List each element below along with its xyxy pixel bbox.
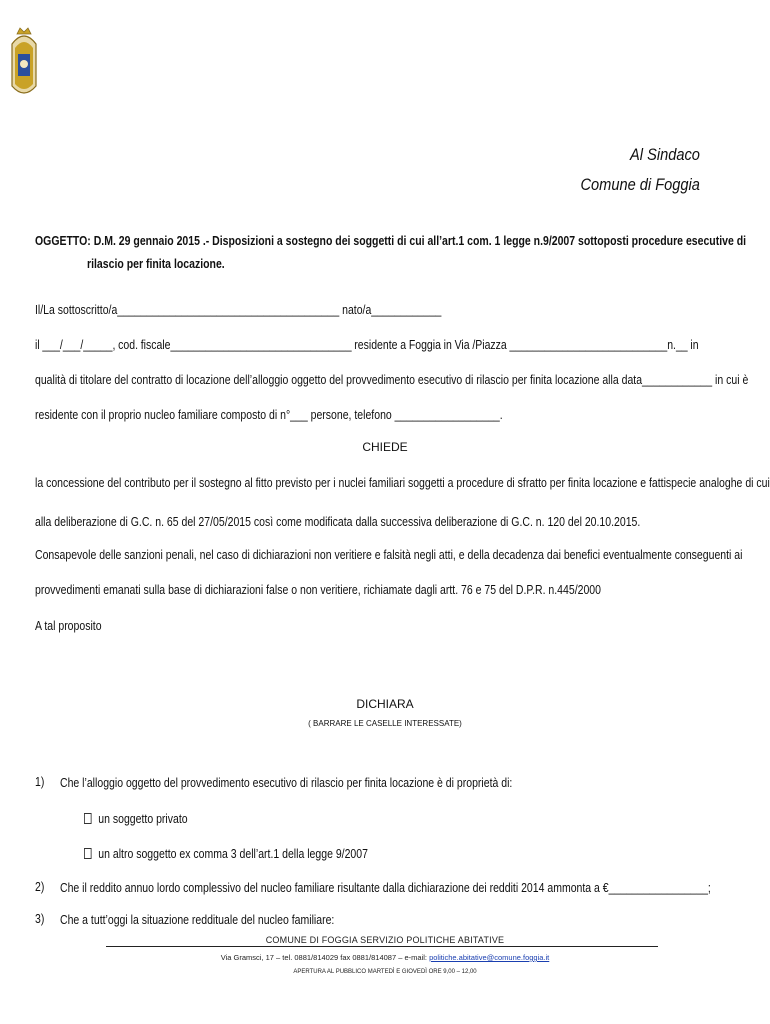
dichiara-subheading: ( BARRARE LE CASELLE INTERESSATE) xyxy=(308,719,462,728)
footer-divider xyxy=(106,946,658,947)
declarant-line2-word: Foggia xyxy=(408,338,441,352)
checkbox-other-subject[interactable] xyxy=(84,848,92,859)
declarant-line4: residente con il proprio nucleo familiare composto di n°___ persone, telefono __________________. xyxy=(35,408,503,422)
addressee-line1: Al Sindaco xyxy=(630,145,700,164)
footer-email-link[interactable]: politiche.abitative@comune.foggia.it xyxy=(429,953,550,962)
declarant-line2-word: a xyxy=(400,338,407,352)
addressee-block xyxy=(581,140,700,200)
item-3-text: Che a tutt’oggi la situazione reddituale del nucleo familiare: xyxy=(60,913,335,927)
item-2-number: 2) xyxy=(35,880,45,894)
footer-office: COMUNE DI FOGGIA SERVIZIO POLITICHE ABITATIVE xyxy=(265,935,505,945)
declarant-line2-word: residente xyxy=(354,338,398,352)
declarant-line2-word: ___________________________n.__ xyxy=(509,338,688,352)
subject-line2: rilascio per finita locazione. xyxy=(87,257,225,271)
coat-of-arms-logo xyxy=(8,26,40,102)
item-2-text: Che il reddito annuo lordo complessivo del nucleo familiare risultante dalla dichiarazione dei redditi 2014 ammonta a €_________________; xyxy=(60,881,711,895)
declarant-line2 xyxy=(35,337,699,353)
chiede-heading: CHIEDE xyxy=(362,440,408,454)
option-other-subject-label: un altro soggetto ex comma 3 dell’art.1 della legge 9/2007 xyxy=(98,847,368,861)
chiede-line1: la concessione del contributo per il sostegno al fitto previsto per i nuclei familiari soggetti a procedure di sfratto per finita locazione e fattispecie analoghe di cui xyxy=(35,476,770,490)
chiede-line2: alla deliberazione di G.C. n. 65 del 27/05/2015 così come modificata dalla successiva deliberazione di G.C. n. 120 del 20.10.2015. xyxy=(35,515,641,529)
declarant-line2-word: il xyxy=(35,338,40,352)
item-1-number: 1) xyxy=(35,775,45,789)
consapevole-line1: Consapevole delle sanzioni penali, nel caso di dichiarazioni non veritiere e falsità negli atti, e della decadenza dai benefici eventualmente conseguenti ai xyxy=(35,548,743,562)
declarant-line2-word: in xyxy=(443,338,452,352)
footer-address-text: Via Gramsci, 17 – tel. 0881/814029 fax 0881/814087 – e-mail: xyxy=(220,953,430,962)
a-tal-proposito: A tal proposito xyxy=(35,619,102,633)
declarant-line2-word: in xyxy=(690,338,699,352)
dichiara-heading: DICHIARA xyxy=(356,697,414,711)
option-other-subject[interactable] xyxy=(84,846,672,862)
declarant-line2-word: /Piazza xyxy=(472,338,507,352)
checkbox-private-owner[interactable] xyxy=(84,813,92,824)
declarant-line2-word: cod. xyxy=(118,338,139,352)
option-private-owner[interactable] xyxy=(84,811,672,827)
option-private-owner-label: un soggetto privato xyxy=(98,812,188,826)
footer-address xyxy=(0,953,770,962)
declarant-line2-word: Via xyxy=(454,338,470,352)
footer-hours: APERTURA AL PUBBLICO MARTEDÌ E GIOVEDÌ ORE 9,00 – 12,00 xyxy=(293,969,477,975)
addressee-line2: Comune di Foggia xyxy=(580,175,700,194)
item-1-text: Che l’alloggio oggetto del provvedimento esecutivo di rilascio per finita locazione è di proprietà di: xyxy=(60,776,513,790)
declarant-line2-word: fiscale_______________________________ xyxy=(140,338,352,352)
item-3-number: 3) xyxy=(35,912,45,926)
subject-line1: OGGETTO: D.M. 29 gennaio 2015 .- Disposizioni a sostegno dei soggetti di cui all’art.1 com. 1 legge n.9/2007 sottoposti procedure esecutive di xyxy=(35,234,747,248)
consapevole-line2: provvedimenti emanati sulla base di dichiarazioni false o non veritiere, richiamate dagli artt. 76 e 75 del D.P.R. n.445/2000 xyxy=(35,583,601,597)
declarant-line2-word: ___/___/_____, xyxy=(42,338,116,352)
declarant-line1: Il/La sottoscritto/a______________________________________ nato/a____________ xyxy=(35,303,442,317)
declarant-line3: qualità di titolare del contratto di locazione dell’alloggio oggetto del provvedimento esecutivo di rilascio per finita locazione alla data____________ in cui è xyxy=(35,373,749,387)
